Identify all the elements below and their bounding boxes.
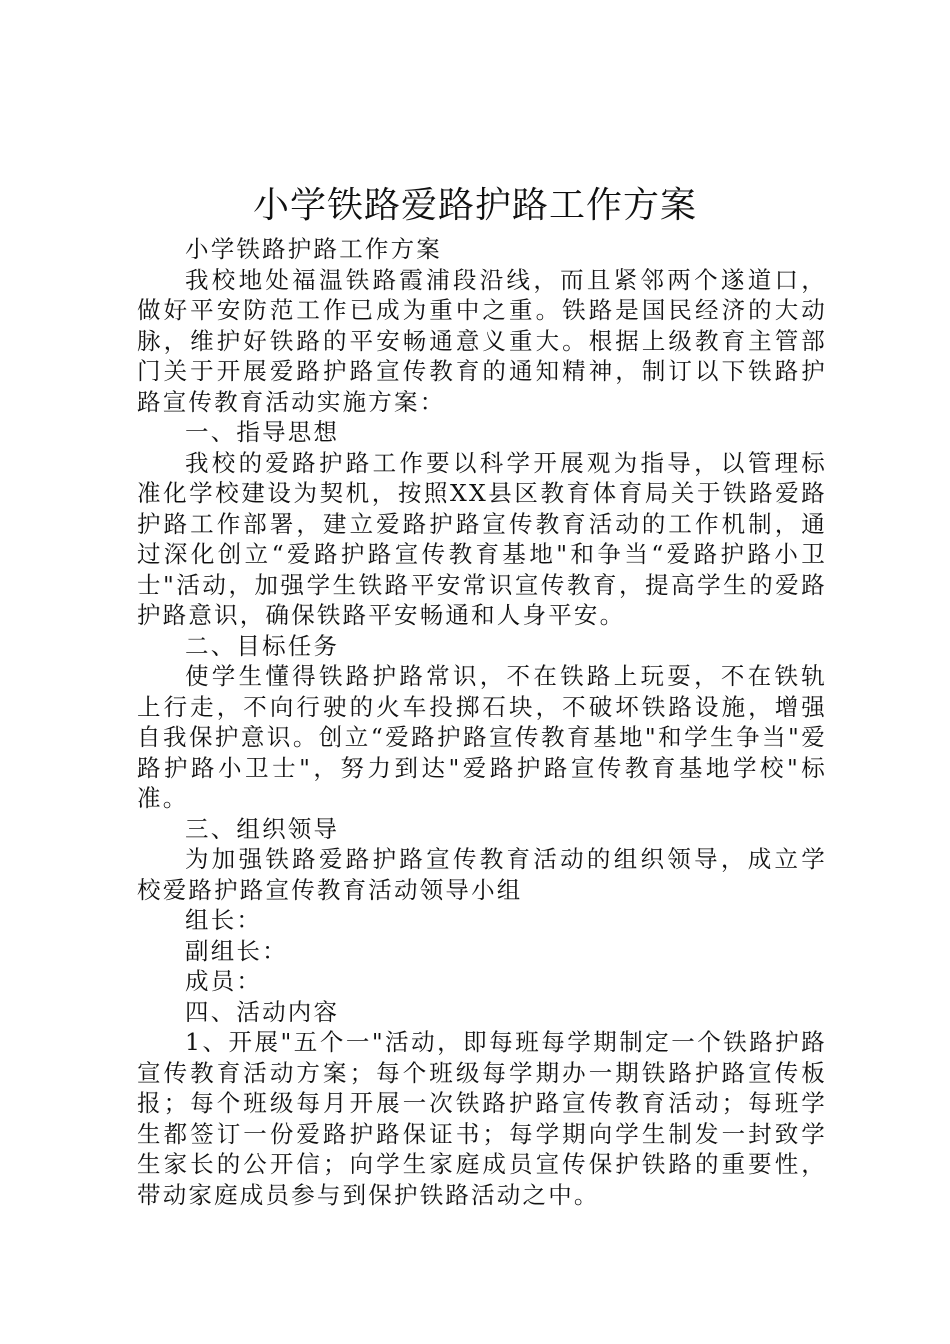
- document-title: 小学铁路爱路护路工作方案: [252, 185, 697, 226]
- activities-paragraph: 1、开展"五个一"活动，即每班每学期制定一个铁路护路宣传教育活动方案；每个班级每学期办一期铁路护路宣传板报；每个班级每月开展一次铁路护路宣传教育活动；每班学生都签订一份爱路护路保证书；每学期向学生制发一封致学生家长的公开信；向学生家庭成员宣传保护铁路的重要性，带动家庭成员参与到保护铁路活动之中。: [137, 1028, 827, 1209]
- intro-paragraph: 我校地处福温铁路霞浦段沿线，而且紧邻两个遂道口，做好平安防范工作已成为重中之重。铁路是国民经济的大动脉，维护好铁路的平安畅通意义重大。根据上级教育主管部门关于开展爱路护路宣传教育的通知精神，制订以下铁路护路宣传教育活动实施方案：: [137, 265, 827, 416]
- deputy-leader-line: 副组长：: [185, 936, 288, 965]
- section-heading-organization: 三、组织领导: [185, 814, 340, 843]
- members-line: 成员：: [185, 967, 263, 995]
- section-heading-activities: 四、活动内容: [185, 997, 340, 1026]
- section-heading-goals: 二、目标任务: [185, 631, 340, 660]
- guiding-ideology-paragraph: 我校的爱路护路工作要以科学开展观为指导，以管理标准化学校建设为契机，按照XX县区教育体育局关于铁路爱路护路工作部署，建立爱路护路宣传教育活动的工作机制，通过深化创立“爱路护路宣传教育基地"和争当“爱路护路小卫士"活动，加强学生铁路平安常识宣传教育，提高学生的爱路护路意识，确保铁路平安畅通和人身平安。: [137, 448, 827, 629]
- section-heading-guiding-ideology: 一、指导思想: [185, 418, 340, 446]
- subtitle-paragraph: 小学铁路护路工作方案: [185, 235, 442, 263]
- organization-paragraph: 为加强铁路爱路护路宣传教育活动的组织领导，成立学校爱路护路宣传教育活动领导小组: [137, 845, 827, 904]
- document-body: [137, 234, 827, 1210]
- goals-paragraph: 使学生懂得铁路护路常识，不在铁路上玩耍，不在铁轨上行走，不向行驶的火车投掷石块，不破坏铁路设施，增强自我保护意识。创立“爱路护路宣传教育基地"和学生争当"爱路护路小卫士"，努力到达"爱路护路宣传教育基地学校"标准。: [137, 662, 827, 812]
- group-leader-line: 组长：: [185, 906, 263, 934]
